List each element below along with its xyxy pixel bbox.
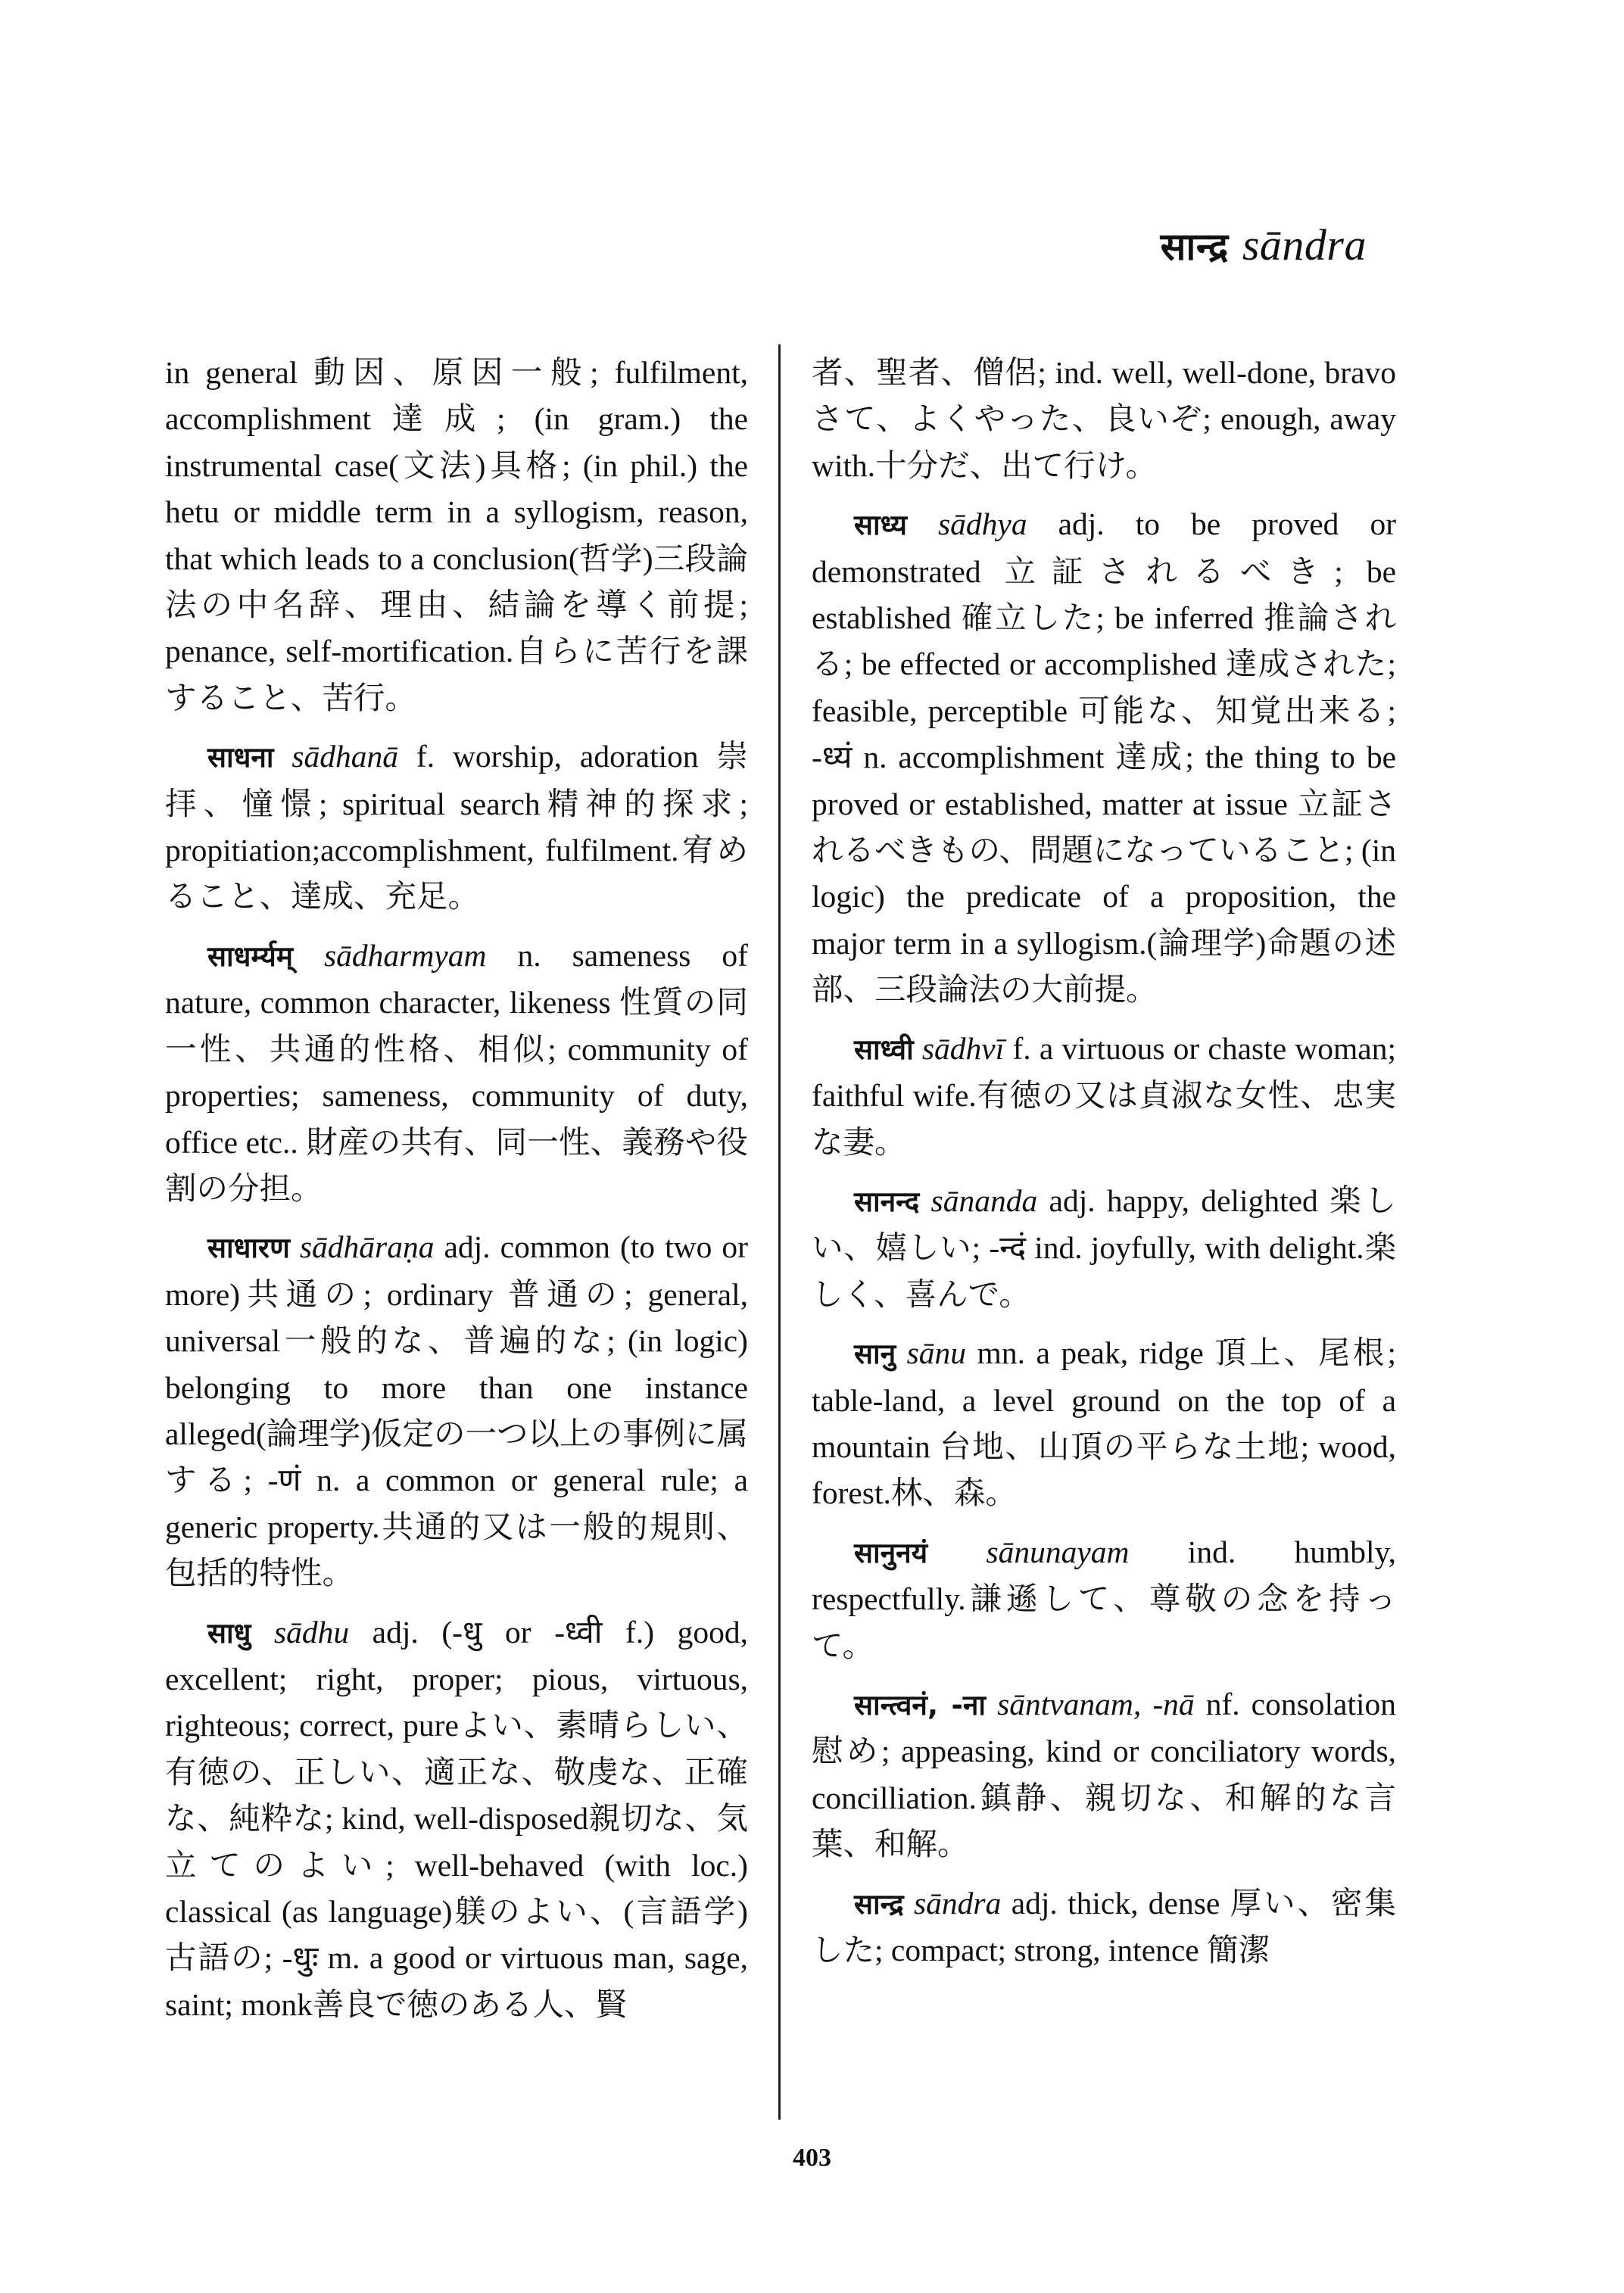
entry-body: 者、聖者、僧侶; ind. well, well-done, bravo さて、よくやった、良いぞ; enough, away with.十分だ、出て行け。 [812,355,1396,483]
entry-body: f. a virtuous or chaste woman; faithful wife.有徳の又は貞淑な女性、忠実な妻。 [812,1030,1397,1160]
entry-transliteration: sādhanā [291,739,398,774]
entry-transliteration: sādhāraṇa [299,1229,435,1265]
entry-transliteration: sāndra [914,1885,1002,1921]
entry-transliteration: sādharmyam [324,937,487,973]
dictionary-entry [165,734,748,921]
entry-headword: साधु [207,1616,251,1650]
entry-body: adj. thick, dense 厚い、密集した; compact; strong, intence 簡潔 [812,1885,1397,1967]
entry-headword: साध्वी [854,1033,914,1066]
entry-transliteration: sānanda [930,1182,1038,1218]
dictionary-entry [165,1224,748,1597]
dictionary-entry [812,1178,1396,1318]
entry-headword: साधना [207,741,274,774]
entry-headword: सानन्द [854,1185,920,1218]
entry-transliteration: sānunayam [986,1534,1130,1569]
dictionary-entry [812,1681,1396,1868]
entry-body: ind. humbly, respectfully.謙遜して、尊敬の念を持って。 [812,1534,1396,1663]
running-header [1161,220,1367,271]
entry-transliteration: sānu [906,1335,967,1371]
dictionary-entry [812,1529,1396,1669]
entry-headword: साधारण [207,1232,290,1265]
entry-body: n. sameness of nature, common character, likeness 性質の同一性、共通的性格、相似; community of properties; sameness, community of duty, office etc.. 財産の共有、同一性、義務や役割の分担。 [165,937,749,1206]
entry-body: adj. common (to two or more)共通の; ordinary 普通の; general, universal一般的な、普遍的な; (in logic) belonging to more than one instance alleged(論理学)仮定の一つ以上の事例に属する; -णं n. a common or general rule; a generic property.共通的又は一般的規則、包括的特性。 [165,1229,748,1591]
entry-transliteration: sādhya [938,506,1027,542]
header-transliteration: sāndra [1242,220,1367,269]
entry-body: nf. consolation 慰め; appeasing, kind or conciliatory words, concilliation.鎮静、親切な、和解的な言葉、和解。 [812,1686,1397,1862]
entry-headword: सानु [854,1338,896,1371]
entry-transliteration: sāntvanam, -nā [997,1686,1195,1721]
dictionary-entry [812,1880,1396,1974]
left-column [165,350,748,2040]
column-divider [778,344,781,2120]
entry-body: in general 動因、原因一般; fulfilment, accomplishment達成; (in gram.) the instrumental case(文法)具格; (in phil.) the hetu or middle term in a syllogism, reason, that which leads to a conclusion(哲学)三段論法の中名辞、理由、結論を導く前提; penance, self-mortification.自らに苦行を課すること、苦行。 [165,355,748,715]
entry-headword: साध्य [854,509,907,542]
dictionary-entry [812,1330,1396,1517]
entry-body: mn. a peak, ridge 頂上、尾根; table-land, a level ground on the top of a mountain 台地、山頂の平らな土地; wood, forest.林、森。 [812,1335,1396,1511]
entry-body: adj. (-धु or -ध्वी f.) good, excellent; right, proper; pious, virtuous, righteous; correct, pureよい、素晴らしい、有徳の、正しい、適正な、敬虔な、正確な、純粋な; kind, well-disposed親切な、気立てのよい; well-behaved (with loc.) classical (as language)躾のよい、(言語学)古語の; -धुः m. a good or virtuous man, sage, saint; monk善良で徳のある人、賢 [165,1614,748,2022]
dictionary-entry [812,1026,1396,1166]
entry-headword: साधर्म्यम् [207,939,293,973]
entry-body: adj. to be proved or demonstrated 立証されるべき; be established 確立した; be inferred 推論される; be effected or accomplished 達成された; feasible, perceptible 可能な、知覚出来る; -ध्यं n. accomplishment 達成; the thing to be proved or established, matter at issue 立証されるべきもの、問題になっていること; (in logic) the predicate of a proposition, the major term in a syllogism.(論理学)命題の述部、三段論法の大前提。 [812,506,1397,1008]
entry-headword: सानुनयं [854,1536,928,1569]
entry-headword: सान्त्वनं, -ना [854,1688,987,1721]
entry-headword: सान्द्र [854,1887,904,1921]
page-number: 403 [793,2144,831,2172]
entry-body: f. worship, adoration 崇拝、憧憬; spiritual search精神的探求; propitiation;accomplishment, fulfilment.宥めること、達成、充足。 [165,739,748,914]
right-column [812,350,1396,1986]
dictionary-entry [165,1609,748,2029]
dictionary-entry [165,350,748,721]
entry-transliteration: sādhvī [921,1030,1005,1066]
header-devanagari: सान्द्र [1160,225,1229,269]
entry-body: adj. happy, delighted 楽しい、嬉しい; -न्दं ind. joyfully, with delight.楽しく、喜んで。 [812,1182,1397,1312]
dictionary-entry [165,933,748,1212]
dictionary-entry [812,501,1396,1013]
entry-transliteration: sādhu [273,1614,350,1650]
dictionary-entry [812,350,1396,489]
